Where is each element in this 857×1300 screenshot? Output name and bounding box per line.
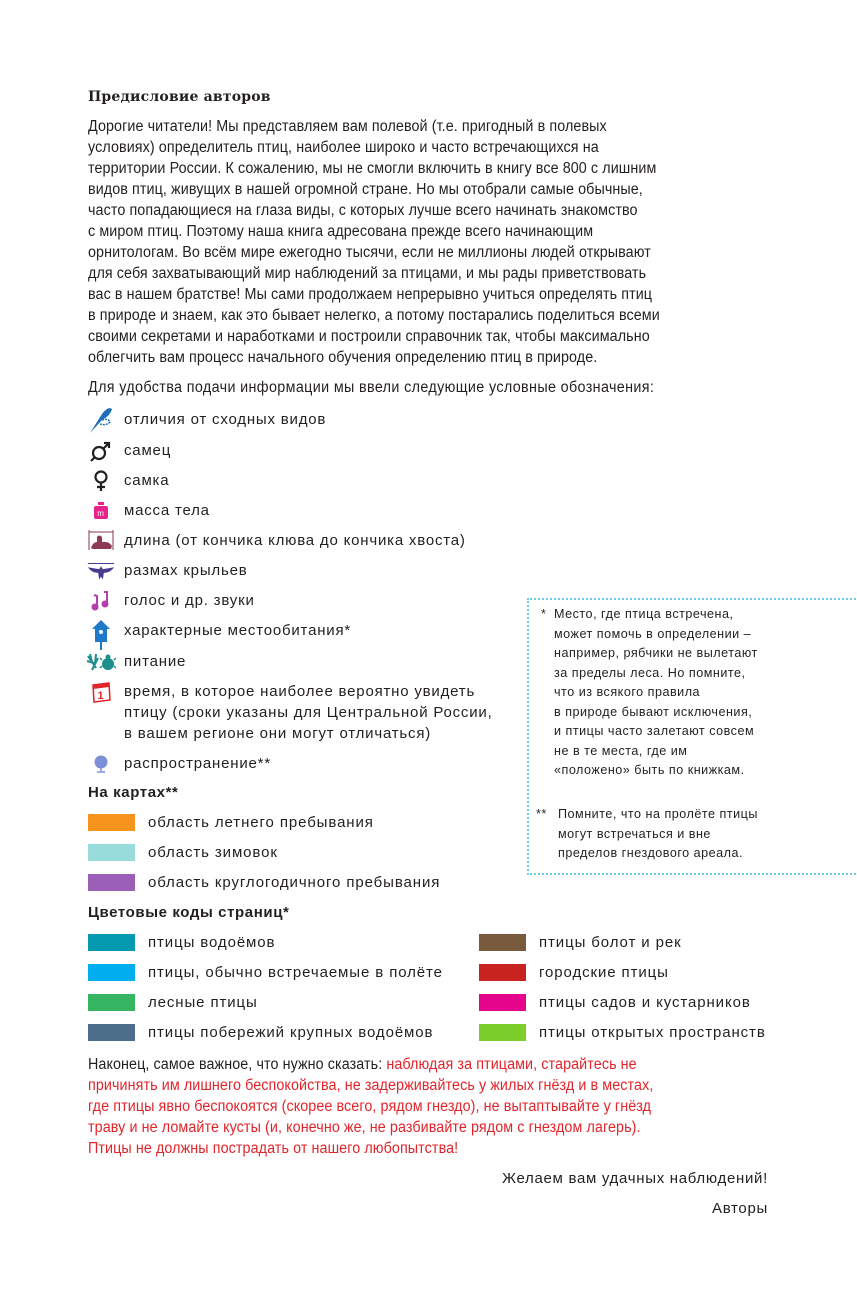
page-code-item: птицы открытых пространств (479, 1024, 766, 1041)
marsh-birds-swatch (479, 934, 526, 951)
open-country-birds-swatch (479, 1024, 526, 1041)
male-icon (86, 440, 116, 462)
page-codes-title: Цветовые коды страниц* (88, 904, 290, 921)
feather-icon (86, 409, 116, 431)
footnote-habitat: * Место, где птица встречена, может помочь в определении – например, рябчики не вылетают за пределы леса. Но помните, что из всякого правила в природе бывают исключения, и птицы часто залетают совсем не в те места, где им «положено» быть по книжкам. (541, 607, 758, 777)
symbol-row: отличия от сходных видов (86, 409, 326, 431)
calendar-icon (86, 681, 116, 703)
water-birds-swatch (88, 934, 135, 951)
forest-birds-swatch (88, 994, 135, 1011)
symbol-row: m масса тела (86, 500, 210, 522)
wingspan-icon (86, 560, 116, 582)
intro-line: с миром птиц. Поэтому наша книга адресована прежде всего начинающим (88, 223, 594, 240)
maps-title: На картах** (88, 784, 179, 801)
page-code-item: птицы садов и кустарников (479, 994, 751, 1011)
intro-line: орнитологам. Во всём мире ежегодно тысячи, если не миллионы людей открывают (88, 244, 651, 261)
year-round-range-swatch (88, 874, 135, 891)
intro-line: вас в нашем братстве! Мы сами продолжаем непрерывно учиться определять птиц (88, 286, 653, 303)
flight-birds-swatch (88, 964, 135, 981)
map-legend-item: область зимовок (88, 844, 278, 861)
page-code-item: лесные птицы (88, 994, 258, 1011)
page-code-item: птицы побережий крупных водоёмов (88, 1024, 433, 1041)
symbol-row: голос и др. звуки (86, 590, 255, 612)
page-code-item: птицы, обычно встречаемые в полёте (88, 964, 443, 981)
weight-icon (86, 500, 116, 522)
page-code-item: птицы болот и рек (479, 934, 682, 951)
closing-paragraph: Наконец, самое важное, что нужно сказать: наблюдая за птицами, старайтесь не причинять им лишнего беспокойства, не задерживайтесь у жилых гнёзд и в местах, где птицы явно беспокоятся (скорее всего, рядом гнездо), не вытаптывайте у гнёзд траву и не ломайте кусты (и, конечно же, не разбивайте рядом с гнездом лагерь). Птицы не должны пострадать от нашего любопытства! (88, 1056, 654, 1157)
intro-line: в природе и знаем, как это бывает нелегко, а потому постарались поделиться всеми (88, 307, 660, 324)
map-legend-item: область круглогодичного пребывания (88, 874, 440, 891)
page-code-item: птицы водоёмов (88, 934, 275, 951)
symbol-row: питание (86, 651, 186, 673)
summer-range-swatch (88, 814, 135, 831)
svg-text:m: m (97, 509, 105, 518)
intro-line: облегчить вам процесс начального обучения определению птиц в природе. (88, 349, 598, 366)
intro-line: для себя захватывающий мир наблюдений за птицами, и мы рады приветствовать (88, 265, 647, 282)
intro-line: своими секретами и наработками и построили справочник так, чтобы максимально (88, 328, 650, 345)
bird-length-icon (86, 530, 116, 552)
intro-line: видов птиц, живущих в нашей огромной стране. Но мы отобрали самые обычные, (88, 181, 643, 198)
page-code-item: городские птицы (479, 964, 669, 981)
symbol-row: самец (86, 440, 171, 462)
symbol-row: распространение** (86, 753, 271, 775)
symbol-row: размах крыльев (86, 560, 247, 582)
shore-birds-swatch (88, 1024, 135, 1041)
heading: Предисловие авторов (88, 89, 271, 105)
footnote-distribution: ** Помните, что на пролёте птицы могут встречаться и вне пределов гнездового ареала. (536, 807, 758, 860)
city-birds-swatch (479, 964, 526, 981)
wish-line: Желаем вам удачных наблюдений! (502, 1170, 768, 1187)
intro-paragraph (88, 116, 730, 368)
female-icon (86, 470, 116, 492)
intro-line: Дорогие читатели! Мы представляем вам полевой (т.е. пригодный в полевых (88, 118, 607, 135)
svg-text:1: 1 (97, 690, 105, 702)
intro-line: территории России. К сожалению, мы не смогли включить в книгу все 800 с лишним (88, 160, 657, 177)
music-notes-icon (86, 590, 116, 612)
winter-range-swatch (88, 844, 135, 861)
map-legend-item: область летнего пребывания (88, 814, 374, 831)
intro-line: условиях) определитель птиц, наиболее широко и часто встречающихся на (88, 139, 599, 156)
food-plant-beetle-icon (86, 651, 116, 673)
garden-birds-swatch (479, 994, 526, 1011)
globe-icon (86, 753, 116, 775)
symbol-row: характерные местообитания* (86, 620, 351, 650)
intro-line: часто попадающиеся на глаза виды, с которых лучше всего начинать знакомство (88, 202, 638, 219)
birdhouse-icon (86, 620, 116, 650)
legend-intro: Для удобства подачи информации мы ввели следующие условные обозначения: (88, 379, 655, 396)
symbol-row: 1 время, в которое наиболее вероятно увидеть птицу (сроки указаны для Центральной России, в вашем регионе они могут отличаться) (86, 681, 493, 744)
authors-signature: Авторы (711, 1200, 768, 1217)
symbol-row: самка (86, 470, 169, 492)
symbol-row: длина (от кончика клюва до кончика хвоста) (86, 530, 466, 552)
